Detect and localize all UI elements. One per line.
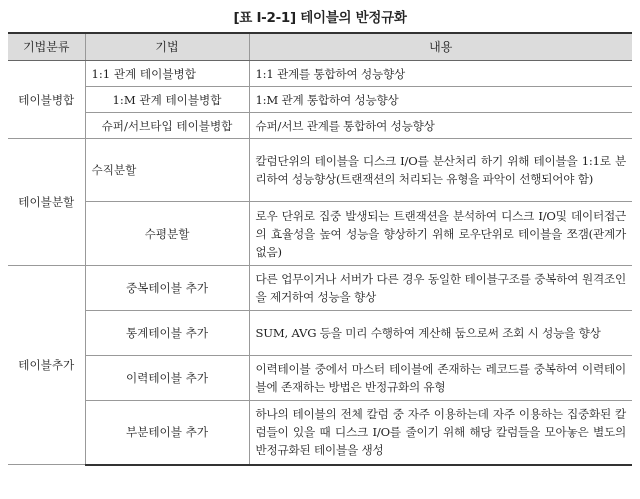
table-row <box>8 113 632 139</box>
table-row <box>8 87 632 113</box>
content-cell: 로우 단위로 집중 발생되는 트랜잭션을 분석하여 디스크 I/O및 데이터접근의 효율성을 높여 성능을 향상하기 위해 로우단위로 테이블을 쪼갬(관계가 없음) <box>249 202 632 266</box>
technique-cell: 수직분할 <box>85 139 249 202</box>
technique-cell: 슈퍼/서브타입 테이블병합 <box>85 113 249 139</box>
table-row <box>8 202 632 266</box>
category-cell: 테이블추가 <box>8 266 85 465</box>
content-cell: 다른 업무이거나 서버가 다른 경우 동일한 테이블구조를 중복하여 원격조인을 제거하여 성능을 향상 <box>249 266 632 311</box>
technique-cell: 수평분할 <box>85 202 249 266</box>
content-cell: 칼럼단위의 테이블을 디스크 I/O를 분산처리 하기 위해 테이블을 1:1로 분리하여 성능향상(트랜잭션의 처리되는 유형을 파악이 선행되어야 함) <box>249 139 632 202</box>
technique-cell: 1:1 관계 테이블병합 <box>85 61 249 87</box>
technique-cell: 이력테이블 추가 <box>85 356 249 401</box>
technique-cell: 1:M 관계 테이블병합 <box>85 87 249 113</box>
header-row <box>8 33 632 61</box>
content-cell: SUM, AVG 등을 미리 수행하여 계산해 둠으로써 조회 시 성능을 향상 <box>249 311 632 356</box>
content-cell: 1:1 관계를 통합하여 성능향상 <box>249 61 632 87</box>
content-cell: 1:M 관계 통합하여 성능향상 <box>249 87 632 113</box>
content-cell: 슈퍼/서브 관계를 통합하여 성능향상 <box>249 113 632 139</box>
table-row <box>8 356 632 401</box>
category-cell: 테이블분할 <box>8 139 85 266</box>
table-row <box>8 311 632 356</box>
table-row <box>8 401 632 465</box>
content-cell: 하나의 테이블의 전체 칼럼 중 자주 이용하는데 자주 이용하는 집중화된 칼럼들이 있을 때 디스크 I/O를 줄이기 위해 해당 칼럼들을 모아놓은 별도의 반정규화된 테이블을 생성 <box>249 401 632 465</box>
technique-cell: 중복테이블 추가 <box>85 266 249 311</box>
table-row <box>8 266 632 311</box>
header-technique: 기법 <box>85 33 249 61</box>
table-row <box>8 61 632 87</box>
table-row <box>8 139 632 202</box>
category-cell: 테이블병합 <box>8 61 85 139</box>
denormalization-table <box>8 32 632 466</box>
technique-cell: 통계테이블 추가 <box>85 311 249 356</box>
header-content: 내용 <box>249 33 632 61</box>
table-caption: [표 Ⅰ-2-1] 테이블의 반정규화 <box>233 10 407 26</box>
header-category: 기법분류 <box>8 33 85 61</box>
content-cell: 이력테이블 중에서 마스터 테이블에 존재하는 레코드를 중복하여 이력테이블에 존재하는 방법은 반정규화의 유형 <box>249 356 632 401</box>
technique-cell: 부분테이블 추가 <box>85 401 249 465</box>
